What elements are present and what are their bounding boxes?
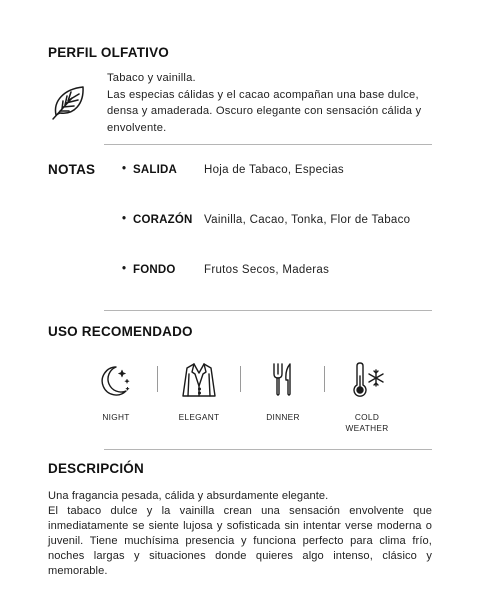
note-value: Frutos Secos, Maderas: [204, 264, 330, 276]
descripcion-heading: DESCRIPCIÓN: [48, 461, 144, 476]
note-fondo: [122, 263, 442, 283]
usage-dinner: [240, 360, 326, 423]
jacket-icon: [179, 360, 219, 400]
fork-knife-icon: [263, 360, 303, 400]
descripcion-text: [48, 489, 432, 578]
usage-label: ELEGANT: [178, 412, 220, 422]
perfil-text: [107, 70, 437, 136]
perfil-summary: Tabaco y vainilla.: [107, 72, 196, 84]
usage-cold-weather: [324, 360, 410, 434]
divider: [104, 144, 432, 145]
uso-heading: USO RECOMENDADO: [48, 324, 193, 339]
bullet-icon: •: [122, 263, 127, 275]
usage-label: DINNER: [266, 412, 300, 422]
usage-night: [73, 360, 159, 423]
divider: [104, 449, 432, 450]
bullet-icon: •: [122, 163, 127, 175]
note-salida: [122, 163, 442, 183]
descripcion-paragraph: El tabaco dulce y la vainilla crean una sensación envolvente que inmediatamente se siente lujosa y sofisticada sin intentar verse moderna o juvenil. Tiene muchísima presencia y funciona perfecto para clima frío, noches largas y situaciones donde quieres algo intenso, clásico y memorable.: [48, 504, 432, 577]
perfil-body: Las especias cálidas y el cacao acompañan una base dulce, densa y amaderada. Oscuro elegante con sensación cálida y envolvente.: [107, 88, 422, 134]
moon-stars-icon: [96, 360, 136, 400]
bullet-icon: •: [122, 213, 127, 225]
perfil-heading: PERFIL OLFATIVO: [48, 45, 170, 60]
note-value: Hoja de Tabaco, Especias: [204, 164, 344, 176]
note-label: SALIDA: [133, 164, 178, 176]
divider: [104, 310, 432, 311]
note-value: Vainilla, Cacao, Tonka, Flor de Tabaco: [204, 214, 411, 226]
usage-label: COLD WEATHER: [345, 412, 389, 433]
note-label: FONDO: [133, 264, 176, 276]
note-label: CORAZÓN: [133, 214, 193, 226]
usage-label: NIGHT: [102, 412, 130, 422]
note-corazon: [122, 213, 442, 233]
leaf-icon: [50, 82, 90, 122]
usage-elegant: [156, 360, 242, 423]
descripcion-paragraph: Una fragancia pesada, cálida y absurdamente elegante.: [48, 490, 329, 502]
thermometer-snowflake-icon: [347, 360, 387, 400]
notas-heading: NOTAS: [48, 162, 96, 177]
